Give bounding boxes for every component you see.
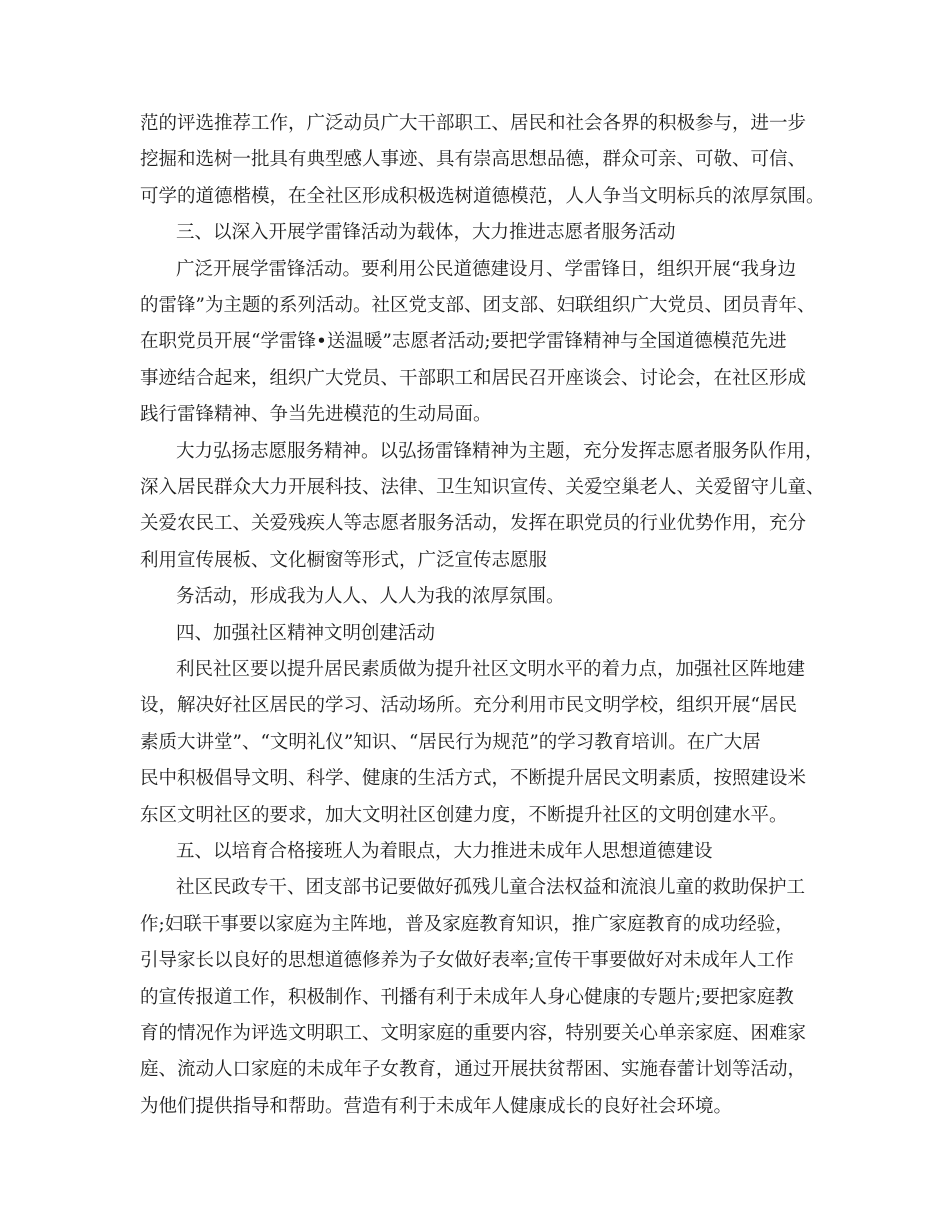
text-line: 庭、流动人口家庭的未成年子女教育，通过开展扶贫帮困、实施春蕾计划等活动， <box>140 1059 807 1081</box>
section-heading: 三、以深入开展学雷锋活动为载体，大力推进志愿者服务活动 <box>176 222 676 244</box>
text-line: 利民社区要以提升居民素质做为提升社区文明水平的着力点，加强社区阵地建 <box>176 659 806 680</box>
text-line: 的雷锋”为主题的系列活动。社区党支部、团支部、妇联组织广大党员、团员青年、 <box>140 295 816 316</box>
text-line: 践行雷锋精神、争当先进模范的生动局面。 <box>140 404 492 426</box>
text-line: 关爱农民工、关爱残疾人等志愿者服务活动，发挥在职党员的行业优势作用，充分 <box>140 513 807 535</box>
section-heading: 五、以培育合格接班人为着眼点，大力推进未成年人思想道德建设 <box>176 841 713 862</box>
text-line: 民中积极倡导文明、科学、健康的生活方式，不断提升居民文明素质，按照建设米 <box>140 768 807 790</box>
text-line: 引导家长以良好的思想道德修养为子女做好表率;宣传干事要做好对未成年人工作 <box>140 950 794 972</box>
text-line: 大力弘扬志愿服务精神。以弘扬雷锋精神为主题，充分发挥志愿者服务队作用， <box>176 440 824 462</box>
text-line: 可学的道德楷模，在全社区形成积极选树道德模范，人人争当文明标兵的浓厚氛围。 <box>140 185 825 207</box>
text-line: 事迹结合起来，组织广大党员、干部职工和居民召开座谈会、讨论会，在社区形成 <box>140 367 807 389</box>
text-line: 广泛开展学雷锋活动。要利用公民道德建设月、学雷锋日，组织开展“我身边 <box>176 258 796 280</box>
text-line: 的宣传报道工作，积极制作、刊播有利于未成年人身心健康的专题片;要把家庭教 <box>140 986 794 1008</box>
text-line: 社区民政专干、团支部书记要做好孤残儿童合法权益和流浪儿童的救助保护工 <box>176 877 806 899</box>
text-line: 在职党员开展“学雷锋•送温暖”志愿者活动;要把学雷锋精神与全国道德模范先进 <box>140 331 787 353</box>
text-line: 素质大讲堂”、“文明礼仪”知识、“居民行为规范”的学习教育培训。在广大居 <box>140 731 761 753</box>
text-line: 务活动，形成我为人人、人人为我的浓厚氛围。 <box>176 586 565 608</box>
text-line: 育的情况作为评选文明职工、文明家庭的重要内容，特别要关心单亲家庭、困难家 <box>140 1023 807 1044</box>
text-line: 设，解决好社区居民的学习、活动场所。充分利用市民文明学校，组织开展“居民 <box>140 695 797 717</box>
text-line: 挖掘和选树一批具有典型感人事迹、具有崇高思想品德，群众可亲、可敬、可信、 <box>140 149 807 171</box>
text-line: 范的评选推荐工作，广泛动员广大干部职工、居民和社会各界的积极参与，进一步 <box>140 113 807 134</box>
text-line: 东区文明社区的要求，加大文明社区创建力度，不断提升社区的文明创建水平。 <box>140 804 788 826</box>
section-heading: 四、加强社区精神文明创建活动 <box>176 622 436 644</box>
text-line: 作;妇联干事要以家庭为主阵地，普及家庭教育知识，推广家庭教育的成功经验， <box>140 913 794 935</box>
text-line: 为他们提供指导和帮助。营造有利于未成年人健康成长的良好社会环境。 <box>140 1095 733 1117</box>
text-line: 利用宣传展板、文化橱窗等形式，广泛宣传志愿服 <box>140 549 548 571</box>
text-line: 深入居民群众大力开展科技、法律、卫生知识宣传、关爱空巢老人、关爱留守儿童、 <box>140 477 825 498</box>
